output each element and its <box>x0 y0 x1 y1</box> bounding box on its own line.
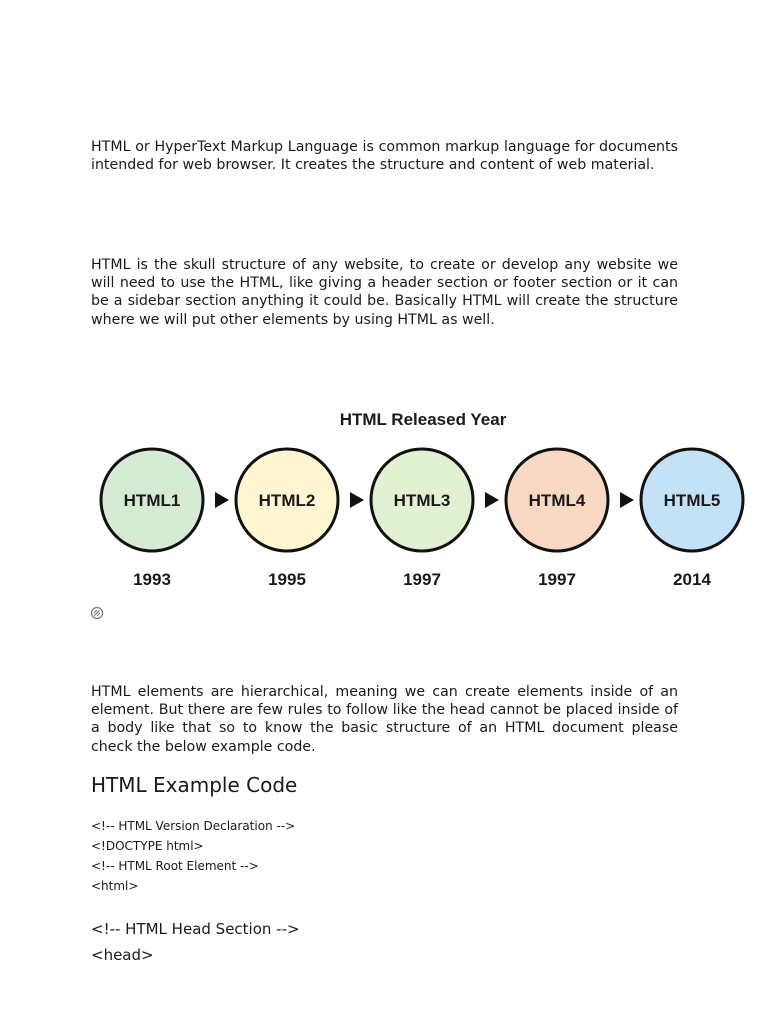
timeline-arrow-icon <box>620 492 634 508</box>
code-line: <html> <box>91 879 139 893</box>
timeline-arrow-icon <box>215 492 229 508</box>
structure-paragraph: HTML is the skull structure of any website, to create or develop any website we will need to use the HTML, like giving a header section or footer section or it can be a sidebar section anything it could be. Basically HTML will create the structure where we will put other elements by using HTML as well. <box>91 257 678 328</box>
link-anchor-icon[interactable] <box>90 606 104 620</box>
html-release-timeline <box>90 400 760 600</box>
intro-paragraph: HTML or HyperText Markup Language is common markup language for documents intended for web browser. It creates the structure and content of web material. <box>91 139 678 174</box>
timeline-figure <box>90 400 760 600</box>
timeline-version-label: HTML2 <box>258 491 316 510</box>
timeline-arrow-icon <box>350 492 364 508</box>
code-line: <head> <box>91 946 154 964</box>
code-line: <!-- HTML Head Section --> <box>91 920 300 938</box>
code-line: <!-- HTML Version Declaration --> <box>91 819 296 833</box>
timeline-year-label: 1997 <box>403 570 441 589</box>
timeline-title: HTML Released Year <box>339 410 507 429</box>
timeline-version-label: HTML5 <box>663 491 721 510</box>
hierarchy-paragraph: HTML elements are hierarchical, meaning we can create elements inside of an element. But there are few rules to follow like the head cannot be placed inside of a body like that so to know the basic structure of an HTML document please check the below example code. <box>91 684 678 755</box>
timeline-year-label: 1997 <box>538 570 576 589</box>
timeline-year-label: 1993 <box>133 570 171 589</box>
timeline-year-label: 2014 <box>673 570 711 589</box>
timeline-version-label: HTML1 <box>123 491 181 510</box>
timeline-version-label: HTML4 <box>528 491 586 510</box>
head-section-code-block <box>91 916 300 968</box>
timeline-version-label: HTML3 <box>393 491 451 510</box>
timeline-year-label: 1995 <box>268 570 306 589</box>
example-code-block <box>91 816 295 896</box>
code-line: <!DOCTYPE html> <box>91 839 204 853</box>
timeline-arrow-icon <box>485 492 499 508</box>
code-line: <!-- HTML Root Element --> <box>91 859 259 873</box>
example-code-heading: HTML Example Code <box>91 773 298 797</box>
